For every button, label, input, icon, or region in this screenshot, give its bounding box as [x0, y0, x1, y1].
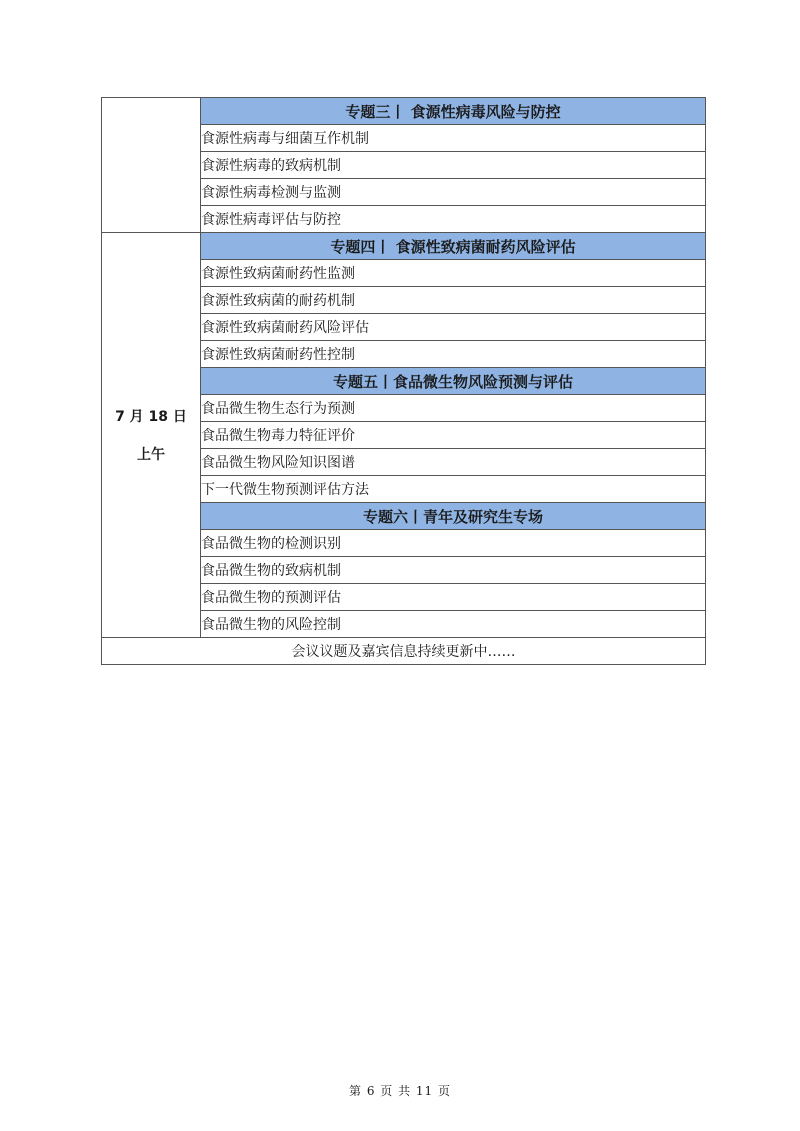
page-number: 第 6 页 共 11 页: [349, 1084, 451, 1098]
topic-item: 下一代微生物预测评估方法: [201, 476, 706, 503]
update-note: 会议议题及嘉宾信息持续更新中……: [102, 638, 706, 665]
topic-item: 食源性致病菌耐药风险评估: [201, 314, 706, 341]
topic-item: 食品微生物的检测识别: [201, 530, 706, 557]
session-date: 7 月 18 日: [115, 409, 187, 425]
topic-item: 食源性病毒评估与防控: [201, 206, 706, 233]
topic-item: 食品微生物的预测评估: [201, 584, 706, 611]
topic-item: 食源性致病菌耐药性控制: [201, 341, 706, 368]
date-cell: [102, 233, 201, 638]
topic-item: 食源性致病菌的耐药机制: [201, 287, 706, 314]
schedule-table: [101, 97, 706, 665]
topic-item: 食源性病毒的致病机制: [201, 152, 706, 179]
topic-item: 食品微生物生态行为预测: [201, 395, 706, 422]
topic-item: 食品微生物毒力特征评价: [201, 422, 706, 449]
section-header-row: [102, 98, 706, 125]
topic-item: 食源性病毒与细菌互作机制: [201, 125, 706, 152]
section-title: 专题六丨青年及研究生专场: [201, 503, 706, 530]
section-title: 专题三丨 食源性病毒风险与防控: [201, 98, 706, 125]
topic-item: 食品微生物的致病机制: [201, 557, 706, 584]
topic-item: 食品微生物风险知识图谱: [201, 449, 706, 476]
section-title: 专题四丨 食源性致病菌耐药风险评估: [201, 233, 706, 260]
session-period: 上午: [137, 447, 165, 463]
footer-row: [102, 638, 706, 665]
section-title: 专题五丨食品微生物风险预测与评估: [201, 368, 706, 395]
topic-item: 食源性病毒检测与监测: [201, 179, 706, 206]
date-cell-empty: [102, 98, 201, 233]
topic-item: 食品微生物的风险控制: [201, 611, 706, 638]
topic-item: 食源性致病菌耐药性监测: [201, 260, 706, 287]
section-header-row: [102, 233, 706, 260]
